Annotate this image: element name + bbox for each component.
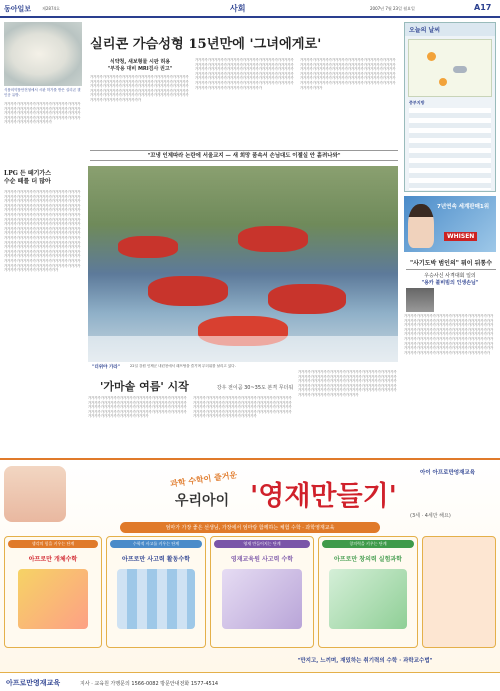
heat-headline: '가마솥 여름' 시작 — [100, 380, 189, 393]
section-title: 사회 — [230, 4, 246, 13]
water-splash — [88, 336, 398, 362]
paper-name: 동아일보 — [4, 4, 32, 13]
lpg-story-body: 가가가가가가가가가가가가가가가가가가가가가가가가가가가가가가가가가가가가가가가가가가가가가가가가가가가가가가가가가가가가가가가가가가가가가가가가가가가가가가가가가가가가가가가가가가가가가가가가가가가가가가가가가가가가가가가가가가가가가가가가가가가가가가가가가가가가가가가가가가가가가가가가가가가가가가가가가가가가가가가가가가가가가가가가가가가가가가가가가가가가가가가가가가가가가가가가가가가가가가가가가가가가가가가가가가가가가가가가가가가가가가가가가가가가가가가가가가가가가가가가가가가가가가가가가가가가가가가가가가가가가가가가가가가가가가가가가가가가가가가가가가가가가가가가가가가가가가가가가가가가가가가가가가가가가가가가가가가가가가가가가가가가가가가가가가가가가가가가가가가가가가가가가가가가가가가가가가가가가가가가가가가가가가가가가가가가가가가가가가가가가가가가가가가가가가가가가가가가가가가가가가가가가가가가가가가가가가가가가가가가가가가가가 — [4, 190, 81, 273]
ad-model-label: 7년연속 세계판매1위 — [437, 204, 490, 210]
main-story-body-1: 가가가가가가가가가가가가가가가가가가가가가가가가가가가가가가가가가가가가가가가가가가가가가가가가가가가가가가가가가가가가가가가가가가가가가가가가가가가가가가가가가가가가가가가가가가가가가가가가가가가가가가가가가가가가가가가가가가가가가가가가가가가가가가가가가가가가가가가가가가가가가가가가가가가가가가가가가가가가가가가가가가가가가가가가가가가 — [90, 75, 189, 102]
raft-2 — [238, 226, 308, 252]
ad-title: '영재만들기' — [250, 481, 397, 512]
ad-step-2-name: 아프로만 사고력 활동수학 — [122, 556, 190, 563]
side-body: 가가가가가가가가가가가가가가가가가가가가가가가가가가가가가가가가가가가가가가가가가가가가가가가가가가가가가가가가가가가가가가가가가가가가가가가가가가가가가가가가가가가가가가가가가가가가가가가가가가가가가가가가가가가가가가가가가가가가가가가가가가가가가가가가가가가가가가가가가가가가가가가가가가가가가가가가가가가가가가가가가가가가가가가가가가가가가가가가가가가가가가가가가가가가가가가가가가가가가가가가가가가가가가가가가가가가가가가가가가가가가가가가가가가가가가가가가가가가가가가가가가가가가가가가가가가 — [404, 314, 494, 355]
ad-step-1-tag: 생각의 힘을 키우는 단계 — [8, 540, 98, 548]
page-number: A17 — [474, 3, 492, 12]
heat-subheadline: 강우 전이곰 30~35도 본격 무더워 — [216, 385, 294, 391]
story-banner: "꼬냉 인제따라 논란에 서울교지 — 새 희망 품속서 손님대도 이젤실 안 흙려나와" — [90, 150, 398, 161]
ad-age: (3세 · 4세만 해요) — [410, 513, 451, 519]
ad-section[interactable] — [0, 458, 500, 691]
ad-intro: 엄마가 가장 좋은 선생님, 가장에서 엄마랑 함께하는 체험 수학 · 과학영재교육 — [120, 522, 380, 533]
ad-footer-contact: 지사 · 교육원 가맹문의 1566-0082 방문안내전화 1577-4514 — [80, 681, 219, 687]
ad-footer-brand: 아프로만영재교육 — [6, 679, 61, 687]
ad-footer — [0, 672, 500, 691]
weather-map — [408, 39, 492, 97]
issue-date: 2007년 7월 23일 월요일 — [370, 6, 415, 11]
side-sub-1: 우승사신 사격대회 일의 — [424, 273, 476, 279]
implant-caption: 식품의약품안전청에서 시판 허가를 받은 실리콘 겔 인공 유방. — [4, 88, 81, 97]
issue-number: 제2874호 — [42, 6, 60, 11]
raft-1 — [118, 236, 178, 258]
raft-3 — [148, 276, 228, 306]
ad-step-1[interactable] — [4, 536, 102, 648]
heat-body-3: 가가가가가가가가가가가가가가가가가가가가가가가가가가가가가가가가가가가가가가가가가가가가가가가가가가가가가가가가가가가가가가가가가가가가가가가가가가가가가가가가가가가가가가가가가가가가가가가가가가가가가가가가가가가가가가가가가가가가가가가가가가가가가가가가가가가가가가가가가가가가가가가가가가가가가가가가가가가가가가가가가가가가가가가가가가가가가가 — [298, 370, 397, 397]
ad-model-face — [408, 204, 434, 248]
page-header — [0, 0, 500, 18]
side-headline: "사기도박 범인의" 뭐이 뒤통수 — [406, 258, 496, 270]
raft-4 — [268, 284, 346, 314]
ad-step-4[interactable] — [318, 536, 418, 648]
heat-body-2: 가가가가가가가가가가가가가가가가가가가가가가가가가가가가가가가가가가가가가가가가가가가가가가가가가가가가가가가가가가가가가가가가가가가가가가가가가가가가가가가가가가가가가가가가가가가가가가가가가가가가가가가가가가가가가가가가가가가가가가가가가가가가가가가가가가가가가가가가가가가가가가가가 — [193, 396, 292, 419]
rafting-photo — [88, 166, 398, 362]
ad-slogan: "만지고, 느끼며, 재밌하는 취기력의 수학 · 과학교수법" — [297, 658, 433, 664]
weather-sun-icon — [427, 52, 436, 61]
main-headline: 실리콘 가슴성형 15년만에 '그녀에게로' — [90, 37, 322, 52]
rafting-photo-label: "더위야 가라" — [92, 365, 120, 370]
ad-step-4-image — [329, 569, 407, 629]
whisen-ad[interactable] — [404, 196, 496, 252]
implant-photo — [4, 22, 82, 86]
side-photo — [406, 288, 434, 312]
weather-box — [404, 22, 496, 192]
ad-step-4-name: 아프로만 창의력 실험과학 — [334, 556, 402, 563]
ad-step-1-name: 아프로만 개체수학 — [28, 556, 78, 563]
ad-step-3-image — [222, 569, 302, 629]
ad-step-4-tag: 창의력을 키우는 단계 — [322, 540, 414, 548]
weather-table — [409, 108, 491, 190]
ad-sponsor: 아이 아프로만엉재교육 — [420, 470, 476, 476]
heat-body-1: 가가가가가가가가가가가가가가가가가가가가가가가가가가가가가가가가가가가가가가가가가가가가가가가가가가가가가가가가가가가가가가가가가가가가가가가가가가가가가가가가가가가가가가가가가가가가가가가가가가가가가가가가가가가가가가가가가가가가가가가가가가가가가가가가가가가가가가가가가가가가가가가 — [88, 396, 187, 419]
weather-sun-icon-2 — [439, 78, 447, 86]
ad-step-3-name: 영재교육원 사고력 수학 — [230, 556, 294, 563]
main-story-body-2: 가가가가가가가가가가가가가가가가가가가가가가가가가가가가가가가가가가가가가가가가가가가가가가가가가가가가가가가가가가가가가가가가가가가가가가가가가가가가가가가가가가가가가가가가가가가가가가가가가가가가가가가가가가가가가가가가가가가가가가가가가가가가가가가가가가가가가가가가가가가가가가가가가가가가가가가가가가가가가가가가가가가가가가가가가가가가가가가가가가가가가가가가가가가가가가가가가가가가가가가가가가가가가가가 — [195, 58, 294, 90]
weather-title: 오늘의 날씨 — [405, 23, 495, 36]
ad-step-1-image — [18, 569, 88, 629]
ad-step-3-tag: 영재 만들어지는 단계 — [214, 540, 310, 548]
ad-brand: WHISEN — [444, 232, 477, 241]
ad-step-2-tag: 수학적 사고를 키우는 단계 — [110, 540, 202, 548]
main-subheadline-1: 식약청, 새보형물 시판 허용 — [109, 59, 171, 65]
ad-step-3[interactable] — [210, 536, 314, 648]
ad-step-2[interactable] — [106, 536, 206, 648]
ad-top-phrase: 과학 수학이 즐거운 — [169, 470, 238, 489]
main-story-body-3: 가가가가가가가가가가가가가가가가가가가가가가가가가가가가가가가가가가가가가가가가가가가가가가가가가가가가가가가가가가가가가가가가가가가가가가가가가가가가가가가가가가가가가가가가가가가가가가가가가가가가가가가가가가가가가가가가가가가가가가가가가가가가가가가가가가가가가가가가가가가가가가가가가가가가가가가가가가가가가가가가가가가가가가가가가가가가가가가가가가가가가가가가가가가 — [300, 58, 396, 90]
weather-region: 중부지방 — [409, 100, 425, 105]
lpg-story-headline: LPG 든 떼기가스 수순 떼를 더 많아 — [4, 170, 52, 185]
side-sub-2: "용카 불비빔의 인생손님" — [421, 280, 479, 286]
ad-step-2-image — [117, 569, 195, 629]
ad-children-photo — [4, 466, 66, 522]
main-story-body-left: 가가가가가가가가가가가가가가가가가가가가가가가가가가가가가가가가가가가가가가가가가가가가가가가가가가가가가가가가가가가가가가가가가가가가가가가가가가가가가가가가가가가가가가가가가가가가가가가가가가가가가가가가가가가가가가가 — [4, 102, 81, 125]
rafting-caption: 22일 강원 인제군 내린천에서 래프팅을 즐기며 무더위를 날리고 있다. — [130, 364, 236, 368]
main-subheadline-2: "부작용 대비 MRI검사 권고" — [107, 66, 173, 72]
ad-side-panel — [422, 536, 496, 648]
ad-brand-name: 우리아이 — [175, 493, 230, 509]
weather-cloud-icon — [453, 66, 467, 73]
